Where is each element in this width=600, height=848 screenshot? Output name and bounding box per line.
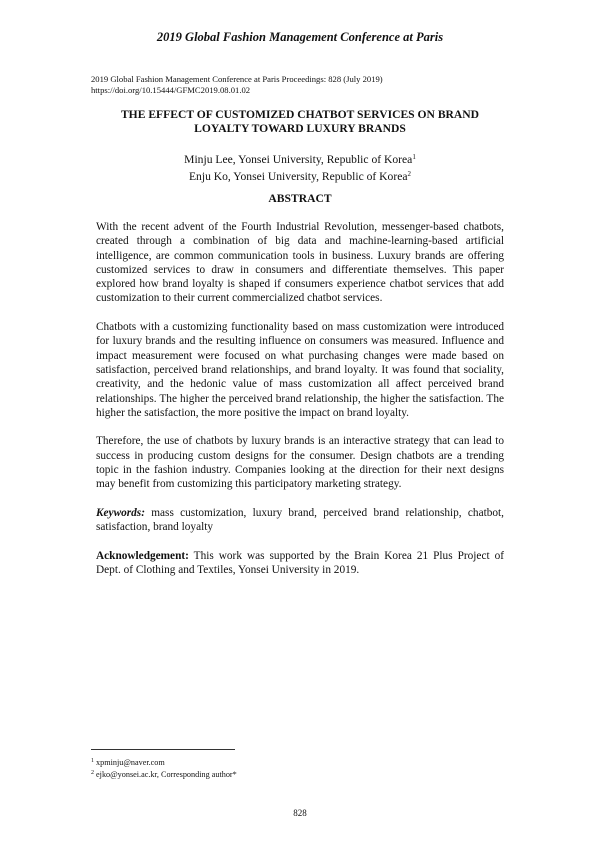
author-list (0, 150, 600, 184)
footnote-1-mark: 1 (91, 758, 94, 764)
title-line-2: LOYALTY TOWARD LUXURY BRANDS (194, 122, 406, 135)
keywords-text: mass customization, luxury brand, perceived brand relationship, chatbot, satisfaction, brand loyalty (96, 506, 504, 534)
abstract-paragraph-3: Therefore, the use of chatbots by luxury brands is an interactive strategy that can lead to success in producing custom designs for the consumer. Design chatbots are a trending topic in the fashion industry. Companies looking at the direction for their next designs may benefit from customizing this participatory marketing strategy. (96, 435, 504, 491)
acknowledgement (96, 549, 504, 578)
footnote-2 (91, 768, 237, 780)
footnote-rule (91, 749, 235, 750)
running-header: 2019 Global Fashion Management Conference at Paris (156, 30, 444, 44)
author-2-mark: 2 (407, 170, 412, 178)
keywords (96, 506, 504, 535)
abstract-heading: ABSTRACT (268, 192, 332, 205)
author-1 (0, 150, 600, 167)
proceedings-info (91, 74, 383, 96)
footnotes (91, 756, 237, 780)
abstract-body (96, 220, 504, 577)
footnote-1 (91, 756, 237, 768)
title-line-1: THE EFFECT OF CUSTOMIZED CHATBOT SERVICES ON BRAND (120, 108, 480, 121)
acknowledgement-text: This work was supported by the Brain Korea 21 Plus Project of Dept. of Clothing and Textiles, Yonsei University in 2019. (96, 549, 504, 577)
author-2 (0, 167, 600, 184)
author-1-mark: 1 (412, 153, 416, 161)
proceedings-citation: 2019 Global Fashion Management Conference at Paris Proceedings: 828 (July 2019) (91, 74, 383, 84)
footnote-2-mark: 2 (91, 770, 94, 776)
footnote-2-text: ejko@yonsei.ac.kr, Corresponding author* (94, 770, 237, 779)
abstract-paragraph-1: With the recent advent of the Fourth Industrial Revolution, messenger-based chatbots, created through a combination of big data and machine-learning-based artificial intelligence, are common communication tools in business. Luxury brands are offering customized services to draw in consumers and differentiate themselves. This paper explored how brand loyalty is shaped if consumers experience chatbot services that add customization to their current commercialized chatbot services. (96, 221, 504, 305)
doi-link[interactable]: https://doi.org/10.15444/GFMC2019.08.01.02 (91, 85, 251, 95)
acknowledgement-label: Acknowledgement: (96, 549, 189, 562)
keywords-label: Keywords: (96, 506, 145, 519)
author-1-text: Minju Lee, Yonsei University, Republic of Korea (184, 153, 413, 166)
footnote-1-text: xpminju@naver.com (94, 758, 165, 767)
abstract-paragraph-2: Chatbots with a customizing functionality based on mass customization were introduced for luxury brands and the resulting influence on consumers was measured. Influence and impact measurement were focused on what purchasing changes were made based on satisfaction, perceived brand relationships, and brand loyalty. It was found that sociality, creativity, and the hedonic value of mass customization all affect perceived brand relationships. The higher the perceived brand relationship, the higher the satisfaction. The higher the satisfaction, the more positive the impact on brand loyalty. (96, 321, 504, 419)
author-2-text: Enju Ko, Yonsei University, Republic of Korea (188, 170, 408, 183)
paper-title (80, 108, 520, 136)
page-number: 828 (293, 808, 307, 818)
